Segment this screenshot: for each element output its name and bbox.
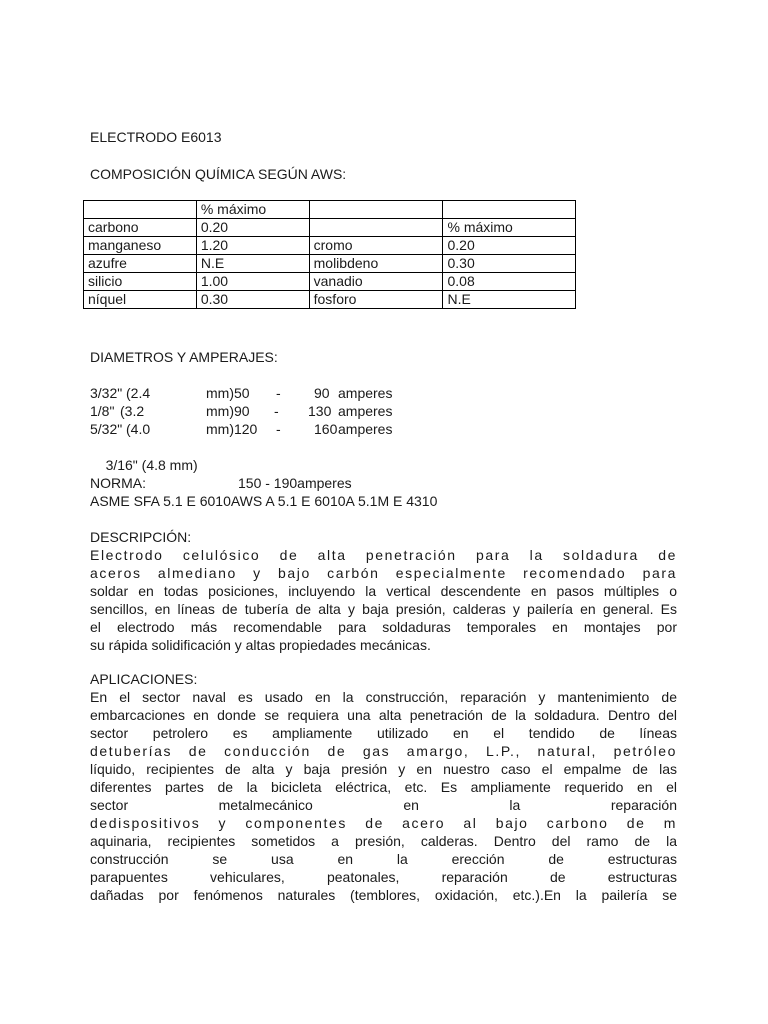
applications-heading: APLICACIONES:	[90, 671, 198, 687]
composition-cell: 0.20	[196, 219, 309, 237]
description-heading: DESCRIPCIÓN:	[90, 529, 192, 545]
diameter-label: amperes	[338, 421, 393, 437]
composition-cell: silicio	[84, 273, 197, 291]
diameter-dash: -	[274, 403, 279, 419]
composition-cell	[309, 219, 443, 237]
applications-line: parapuentes vehiculares, peatonales, reparación de estructuras	[90, 869, 677, 885]
description-line: Electrodo celulósico de alta penetración para la soldadura de	[90, 547, 677, 563]
description-line: el electrodo más recomendable para soldaduras temporales en montajes por	[90, 619, 677, 635]
composition-cell	[309, 201, 443, 219]
diameter-max: 130	[308, 403, 332, 419]
diameter-label: amperes	[338, 385, 393, 401]
composition-cell: % máximo	[443, 219, 576, 237]
document-title: ELECTRODO E6013	[90, 129, 222, 145]
diameter-dash: -	[276, 385, 281, 401]
composition-cell: 0.20	[443, 237, 576, 255]
composition-cell	[443, 201, 576, 219]
composition-cell: vanadio	[309, 273, 443, 291]
applications-line: líquido, recipientes de alta y baja presión y en nuestro caso el empalme de las	[90, 761, 677, 777]
diameter-unit: mm)90	[206, 403, 250, 419]
diameter-max: 90	[314, 385, 330, 401]
composition-cell: 0.30	[196, 291, 309, 309]
composition-cell	[84, 201, 197, 219]
composition-cell: N.E	[443, 291, 576, 309]
description-line: aceros almediano y bajo carbón especialmente recomendado para	[90, 565, 677, 581]
applications-line: dedispositivos y componentes de acero al bajo carbono de m	[90, 815, 677, 831]
diameter-label: amperes	[338, 403, 393, 419]
composition-row	[84, 291, 576, 309]
description-line: soldar en todas posiciones, incluyendo la vertical descendente en pasos múltiples o	[90, 583, 677, 599]
composition-row	[84, 201, 576, 219]
composition-cell: azufre	[84, 255, 197, 273]
diameter-dash: -	[276, 421, 281, 437]
composition-cell: 0.30	[443, 255, 576, 273]
diameter-size: 3/32"	[90, 385, 123, 401]
diameter-mm: (3.2	[120, 403, 145, 419]
diameter-size: 5/32"	[90, 421, 123, 437]
description-line: su rápida solidificación y altas propiedades mecánicas.	[90, 637, 431, 653]
composition-row	[84, 219, 576, 237]
composition-cell: cromo	[309, 237, 443, 255]
composition-cell: % máximo	[196, 201, 309, 219]
composition-row	[84, 255, 576, 273]
norma-heading: NORMA:	[90, 475, 146, 491]
diameter-size: 1/8"	[90, 403, 115, 419]
applications-line: sector metalmecánico en la reparación	[90, 797, 677, 813]
composition-cell: manganeso	[84, 237, 197, 255]
composition-cell: 1.20	[196, 237, 309, 255]
applications-line: embarcaciones en donde se requiera una alta penetración de la soldadura. Dentro del	[90, 707, 677, 723]
diameter-max: 160	[314, 421, 338, 437]
composition-cell: 0.08	[443, 273, 576, 291]
norma-text: ASME SFA 5.1 E 6010AWS A 5.1 E 6010A 5.1M E 4310	[90, 493, 438, 509]
composition-row	[84, 237, 576, 255]
applications-line: sector petrolero es ampliamente utilizado en el tendido de líneas	[90, 725, 677, 741]
composition-cell: níquel	[84, 291, 197, 309]
composition-cell: 1.00	[196, 273, 309, 291]
composition-heading: COMPOSICIÓN QUÍMICA SEGÚN AWS:	[90, 166, 347, 182]
diameters-heading: DIAMETROS Y AMPERAJES:	[90, 349, 278, 365]
diameter-last-right: 150 - 190amperes	[238, 475, 352, 491]
composition-cell: carbono	[84, 219, 197, 237]
diameter-mm: (2.4	[126, 385, 151, 401]
diameter-unit: mm)120	[206, 421, 258, 437]
applications-line: construcción se usa en la erección de estructuras	[90, 851, 677, 867]
description-line: sencillos, en líneas de tubería de alta y baja presión, calderas y pailería en general. Es	[90, 601, 677, 617]
composition-cell: N.E	[196, 255, 309, 273]
composition-cell: fosforo	[309, 291, 443, 309]
composition-row	[84, 273, 576, 291]
diameter-last-left: 3/16" (4.8 mm)	[105, 457, 198, 473]
applications-line: detuberías de conducción de gas amargo, L.P., natural, petróleo	[90, 743, 677, 759]
applications-line: En el sector naval es usado en la construcción, reparación y mantenimiento de	[90, 689, 677, 705]
applications-line: aquinaria, recipientes sometidos a presión, calderas. Dentro del ramo de la	[90, 833, 677, 849]
applications-line: dañadas por fenómenos naturales (temblores, oxidación, etc.).En la pailería se	[90, 887, 677, 903]
composition-cell: molibdeno	[309, 255, 443, 273]
diameter-unit: mm)50	[206, 385, 250, 401]
composition-table	[83, 200, 576, 309]
diameter-mm: (4.0	[126, 421, 151, 437]
applications-line: diferentes partes de la bicicleta eléctrica, etc. Es ampliamente requerido en el	[90, 779, 677, 795]
